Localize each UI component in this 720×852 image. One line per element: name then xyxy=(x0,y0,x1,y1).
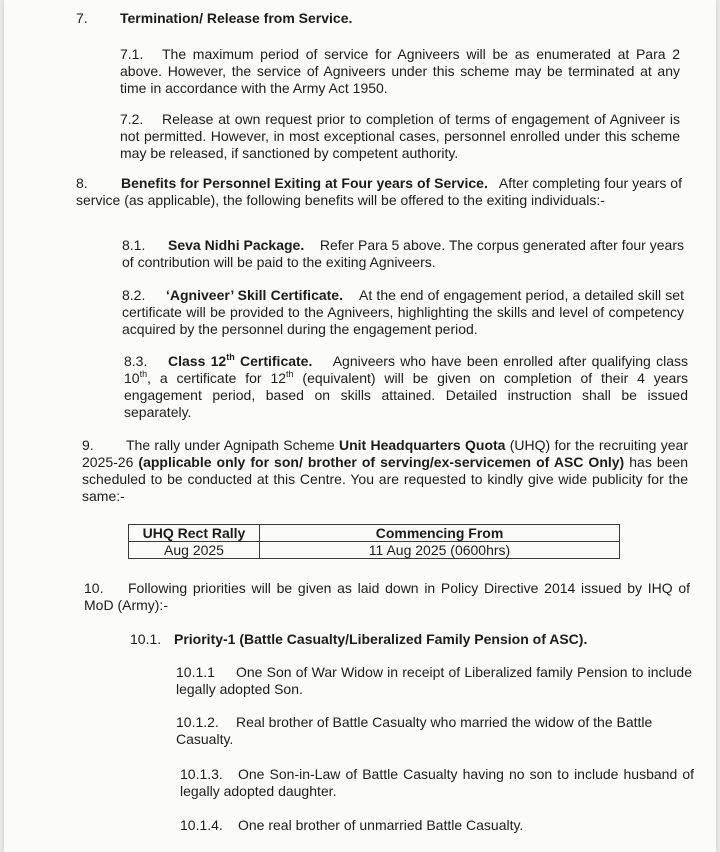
table-cell: 11 Aug 2025 (0600hrs) xyxy=(260,542,620,559)
para-10-1-3 xyxy=(180,766,694,800)
para-heading: Seva Nidhi Package. xyxy=(168,237,305,253)
para-text: Release at own request prior to completion of terms of engagement of Agniveer is not permitted. However, in most exceptional cases, personnel enrolled under this scheme may be released, if sanctioned by competent authority. xyxy=(120,111,680,161)
para-number: 7.1. xyxy=(120,46,144,62)
uhq-rally-table xyxy=(128,524,620,559)
section-text: The rally under Agnipath Scheme Unit Headquarters Quota (UHQ) for the recruiting year 2025-26 (applicable only for son/ brother of serving/ex-servicemen of ASC Only) has been scheduled to be conducted at this Centre. You are requested to kindly give wide publicity for the same:- xyxy=(82,437,689,504)
section-number: 7. xyxy=(76,10,88,26)
section-10 xyxy=(84,580,690,614)
para-7-2 xyxy=(120,111,680,162)
para-10-1-1 xyxy=(176,664,692,698)
para-text: At the end of engagement period, a detailed skill set certificate will be provided to the Agniveers, highlighting the skills and level of competency acquired by the personnel during the engagement period. xyxy=(122,287,684,337)
para-text: Refer Para 5 above. The corpus generated after four years of contribution will be paid to the exiting Agniveers. xyxy=(122,237,684,270)
para-text: One Son of War Widow in receipt of Liberalized family Pension to include legally adopted Son. xyxy=(176,664,692,697)
section-heading: Termination/ Release from Service. xyxy=(120,10,353,26)
para-10-1-2 xyxy=(176,714,696,748)
section-8 xyxy=(76,175,682,209)
section-heading: Benefits for Personnel Exiting at Four years of Service. xyxy=(121,175,488,191)
section-number: 8. xyxy=(76,175,88,191)
para-number: 8.2. xyxy=(122,287,146,303)
para-heading: ‘Agniveer’ Skill Certificate. xyxy=(166,287,343,303)
para-heading: Class 12th Certificate. xyxy=(168,352,313,369)
para-10-1 xyxy=(130,631,690,648)
para-text: Agniveers who have been enrolled after qualifying class 10th, a certificate for 12th (equivalent) will be given on completion of their 4 years engagement period, based on skills attained. Detailed instruction shall be issued separately. xyxy=(124,353,688,420)
para-number: 10.1.2. xyxy=(176,714,219,730)
para-text: Real brother of Battle Casualty who married the widow of the Battle Casualty. xyxy=(176,714,653,747)
section-text: Following priorities will be given as laid down in Policy Directive 2014 issued by IHQ of MoD (Army):- xyxy=(84,580,690,613)
document-page xyxy=(4,0,716,852)
para-heading: Priority-1 (Battle Casualty/Liberalized Family Pension of ASC). xyxy=(174,631,588,647)
table-header-row xyxy=(129,525,620,542)
section-number: 10. xyxy=(84,580,104,596)
para-number: 10.1.1 xyxy=(176,664,215,680)
table-row xyxy=(129,542,620,559)
table-header-cell: UHQ Rect Rally xyxy=(129,525,260,542)
para-number: 10.1. xyxy=(130,631,162,647)
para-number: 7.2. xyxy=(120,111,144,127)
para-text: The maximum period of service for Agniveers will be as enumerated at Para 2 above. However, the service of Agniveers under this scheme may be terminated at any time in accordance with the Army Act 1950. xyxy=(120,46,680,96)
para-number: 8.1. xyxy=(122,237,146,253)
para-number: 8.3. xyxy=(124,353,148,369)
para-8-2 xyxy=(122,287,684,338)
para-text: One real brother of unmarried Battle Casualty. xyxy=(238,817,524,833)
para-text: One Son-in-Law of Battle Casualty having no son to include husband of legally adopted daughter. xyxy=(180,766,694,799)
section-9 xyxy=(82,437,688,505)
para-number: 10.1.3. xyxy=(180,766,223,782)
table-cell: Aug 2025 xyxy=(129,542,260,559)
para-10-1-4 xyxy=(180,817,694,834)
para-7-1 xyxy=(120,46,680,97)
section-text: After completing four years of service (as applicable), the following benefits will be offered to the exiting individuals:- xyxy=(76,175,682,208)
para-8-1 xyxy=(122,237,684,271)
table-header-cell: Commencing From xyxy=(260,525,620,542)
para-8-3 xyxy=(124,353,688,421)
section-number: 9. xyxy=(82,437,94,453)
section-7 xyxy=(76,10,676,27)
para-number: 10.1.4. xyxy=(180,817,223,833)
